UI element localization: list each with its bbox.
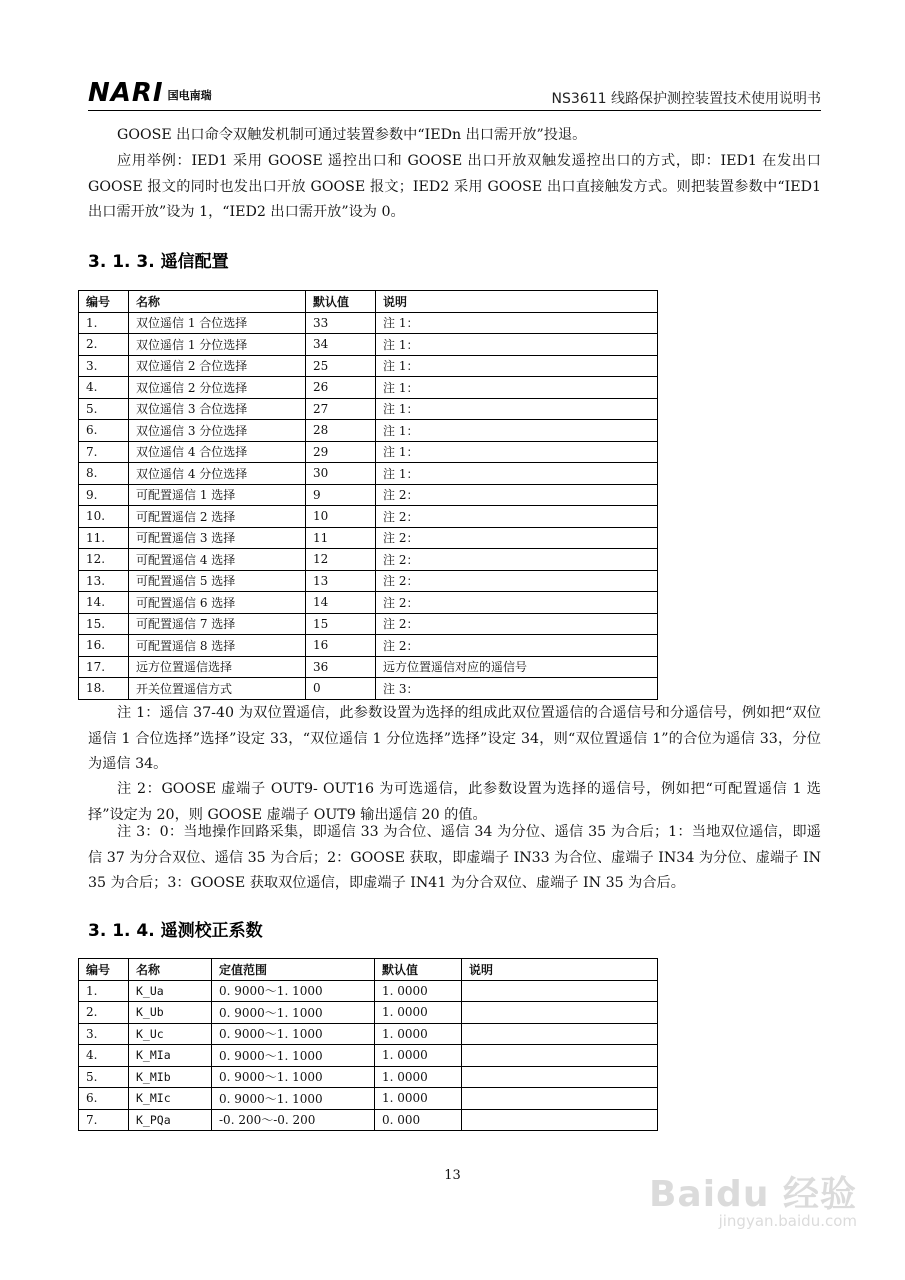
- cell-default: 26: [306, 377, 376, 399]
- cell-name: K_Ua: [129, 980, 212, 1002]
- cell-note: 注 2：: [376, 570, 658, 592]
- cell-name: 远方位置遥信选择: [129, 656, 306, 678]
- cell-no: 16.: [79, 635, 129, 657]
- cell-no: 2.: [79, 1002, 129, 1024]
- cell-no: 5.: [79, 398, 129, 420]
- paragraph-goose-trigger: GOOSE 出口命令双触发机制可通过装置参数中“IEDn 出口需开放”投退。: [117, 127, 587, 143]
- table-row: [79, 463, 658, 485]
- cell-default: 0. 000: [375, 1109, 462, 1131]
- section-title-telesignal: 3. 1. 3. 遥信配置: [88, 252, 229, 272]
- cell-default: 27: [306, 398, 376, 420]
- section-title-telemetry-correction: 3. 1. 4. 遥测校正系数: [88, 921, 263, 941]
- table-row: [79, 613, 658, 635]
- cell-default: 0: [306, 678, 376, 700]
- logo-chinese-name: 国电南瑞: [167, 89, 212, 102]
- note-3: 注 3：0：当地操作回路采集，即遥信 33 为合位、遥信 34 为分位、遥信 35 为合后；1：当地双位遥信，即遥信 37 为分合双位、遥信 35 为合后；2：GOOSE 获取，即虚端子 IN33 为合位、虚端子 IN34 为分位、虚端子 IN 35 为合后；3：GOOSE 获取双位遥信，即虚端子 IN41 为分合双位、虚端子 IN 35 为合后。: [88, 824, 821, 891]
- cell-name: 双位遥信 1 分位选择: [129, 334, 306, 356]
- cell-note: 注 1：: [376, 355, 658, 377]
- cell-no: 1.: [79, 980, 129, 1002]
- table-row: [79, 1109, 658, 1131]
- table-row: [79, 656, 658, 678]
- cell-no: 1.: [79, 312, 129, 334]
- cell-note: 注 2：: [376, 613, 658, 635]
- table-row: [79, 570, 658, 592]
- cell-default: 29: [306, 441, 376, 463]
- cell-no: 4.: [79, 1045, 129, 1067]
- cell-name: 可配置遥信 7 选择: [129, 613, 306, 635]
- cell-range: 0. 9000～1. 1000: [212, 1066, 375, 1088]
- table-row: [79, 592, 658, 614]
- cell-name: K_Ub: [129, 1002, 212, 1024]
- cell-note: 注 1：: [376, 463, 658, 485]
- cell-no: 12.: [79, 549, 129, 571]
- column-header-no: 编号: [79, 959, 129, 981]
- cell-name: 双位遥信 4 分位选择: [129, 463, 306, 485]
- table-row: [79, 549, 658, 571]
- cell-range: 0. 9000～1. 1000: [212, 1002, 375, 1024]
- table-row: [79, 398, 658, 420]
- cell-name: K_PQa: [129, 1109, 212, 1131]
- cell-note: 注 1：: [376, 377, 658, 399]
- table-header-row: [79, 291, 658, 313]
- table-row: [79, 484, 658, 506]
- cell-name: 开关位置遥信方式: [129, 678, 306, 700]
- cell-default: 25: [306, 355, 376, 377]
- table-row: [79, 678, 658, 700]
- table-row: [79, 420, 658, 442]
- column-header-default: 默认值: [375, 959, 462, 981]
- cell-note: [462, 1109, 658, 1131]
- cell-note: 远方位置遥信对应的遥信号: [376, 656, 658, 678]
- table-row: [79, 635, 658, 657]
- cell-default: 1. 0000: [375, 980, 462, 1002]
- cell-name: 可配置遥信 6 选择: [129, 592, 306, 614]
- cell-default: 15: [306, 613, 376, 635]
- cell-no: 17.: [79, 656, 129, 678]
- cell-default: 11: [306, 527, 376, 549]
- cell-note: 注 2：: [376, 484, 658, 506]
- note-1: 注 1：遥信 37-40 为双位置遥信，此参数设置为选择的组成此双位置遥信的合遥信号和分遥信号，例如把“双位遥信 1 合位选择”选择”设定 33，“双位遥信 1 分位选择”选择”设定 34，则“双位置遥信 1”的合位为遥信 33，分位为遥信 34。: [88, 705, 821, 772]
- cell-default: 28: [306, 420, 376, 442]
- cell-no: 8.: [79, 463, 129, 485]
- cell-note: [462, 980, 658, 1002]
- header-divider: [88, 110, 821, 111]
- table-row: [79, 355, 658, 377]
- cell-name: 双位遥信 1 合位选择: [129, 312, 306, 334]
- cell-no: 3.: [79, 355, 129, 377]
- cell-default: 1. 0000: [375, 1066, 462, 1088]
- cell-note: [462, 1002, 658, 1024]
- cell-note: 注 1：: [376, 334, 658, 356]
- cell-name: 双位遥信 3 合位选择: [129, 398, 306, 420]
- cell-default: 16: [306, 635, 376, 657]
- cell-name: K_Uc: [129, 1023, 212, 1045]
- cell-default: 33: [306, 312, 376, 334]
- column-header-no: 编号: [79, 291, 129, 313]
- table-row: [79, 441, 658, 463]
- cell-range: 0. 9000～1. 1000: [212, 1045, 375, 1067]
- telesignal-config-table: [78, 290, 658, 700]
- cell-note: 注 1：: [376, 420, 658, 442]
- baidu-watermark: [648, 1160, 865, 1240]
- table-row: [79, 1023, 658, 1045]
- cell-note: [462, 1045, 658, 1067]
- cell-no: 3.: [79, 1023, 129, 1045]
- column-header-note: 说明: [462, 959, 658, 981]
- cell-name: 双位遥信 2 分位选择: [129, 377, 306, 399]
- watermark-brand: Baidu 经验: [648, 1174, 857, 1215]
- cell-no: 18.: [79, 678, 129, 700]
- cell-range: 0. 9000～1. 1000: [212, 1023, 375, 1045]
- cell-note: 注 1：: [376, 441, 658, 463]
- telemetry-correction-table: [78, 958, 658, 1131]
- cell-note: 注 2：: [376, 506, 658, 528]
- document-title: NS3611 线路保护测控装置技术使用说明书: [551, 91, 821, 107]
- page-header: [88, 78, 821, 110]
- cell-no: 9.: [79, 484, 129, 506]
- table-row: [79, 377, 658, 399]
- cell-note: [462, 1088, 658, 1110]
- cell-note: 注 1：: [376, 398, 658, 420]
- cell-default: 9: [306, 484, 376, 506]
- table-row: [79, 334, 658, 356]
- cell-no: 6.: [79, 420, 129, 442]
- cell-no: 7.: [79, 441, 129, 463]
- cell-note: 注 2：: [376, 549, 658, 571]
- table-row: [79, 1002, 658, 1024]
- column-header-name: 名称: [129, 959, 212, 981]
- cell-no: 13.: [79, 570, 129, 592]
- table-row: [79, 980, 658, 1002]
- cell-name: 可配置遥信 5 选择: [129, 570, 306, 592]
- cell-default: 34: [306, 334, 376, 356]
- cell-default: 10: [306, 506, 376, 528]
- table-row: [79, 506, 658, 528]
- cell-no: 6.: [79, 1088, 129, 1110]
- table-header-row: [79, 959, 658, 981]
- cell-default: 1. 0000: [375, 1088, 462, 1110]
- cell-no: 5.: [79, 1066, 129, 1088]
- cell-note: 注 3：: [376, 678, 658, 700]
- table-row: [79, 312, 658, 334]
- cell-default: 14: [306, 592, 376, 614]
- cell-name: 可配置遥信 2 选择: [129, 506, 306, 528]
- cell-name: K_MIb: [129, 1066, 212, 1088]
- cell-note: 注 2：: [376, 635, 658, 657]
- page-number: 13: [444, 1168, 461, 1183]
- table-row: [79, 527, 658, 549]
- cell-no: 11.: [79, 527, 129, 549]
- nari-logo: [88, 80, 212, 106]
- paragraph-application-example: 应用举例：IED1 采用 GOOSE 遥控出口和 GOOSE 出口开放双触发遥控出口的方式，即：IED1 在发出口 GOOSE 报文的同时也发出口开放 GOOSE 报文；IED2 采用 GOOSE 出口直接触发方式。则把装置参数中“IED1 出口需开放”设为 1，“IED2 出口需开放”设为 0。: [88, 153, 821, 220]
- cell-note: 注 2：: [376, 527, 658, 549]
- cell-no: 7.: [79, 1109, 129, 1131]
- cell-name: 双位遥信 2 合位选择: [129, 355, 306, 377]
- cell-name: 可配置遥信 1 选择: [129, 484, 306, 506]
- column-header-name: 名称: [129, 291, 306, 313]
- watermark-url: jingyan.baidu.com: [718, 1212, 857, 1230]
- cell-default: 36: [306, 656, 376, 678]
- cell-name: 可配置遥信 4 选择: [129, 549, 306, 571]
- cell-default: 12: [306, 549, 376, 571]
- cell-no: 15.: [79, 613, 129, 635]
- cell-no: 10.: [79, 506, 129, 528]
- cell-default: 13: [306, 570, 376, 592]
- cell-name: K_MIc: [129, 1088, 212, 1110]
- cell-note: 注 2：: [376, 592, 658, 614]
- column-header-range: 定值范围: [212, 959, 375, 981]
- table-row: [79, 1088, 658, 1110]
- table-row: [79, 1066, 658, 1088]
- cell-no: 14.: [79, 592, 129, 614]
- cell-note: [462, 1066, 658, 1088]
- cell-range: 0. 9000～1. 1000: [212, 980, 375, 1002]
- cell-name: K_MIa: [129, 1045, 212, 1067]
- logo-mark: NARI: [88, 78, 164, 108]
- cell-default: 30: [306, 463, 376, 485]
- cell-default: 1. 0000: [375, 1002, 462, 1024]
- cell-default: 1. 0000: [375, 1023, 462, 1045]
- cell-name: 双位遥信 3 分位选择: [129, 420, 306, 442]
- cell-no: 4.: [79, 377, 129, 399]
- column-header-note: 说明: [376, 291, 658, 313]
- cell-note: [462, 1023, 658, 1045]
- column-header-default: 默认值: [306, 291, 376, 313]
- table-row: [79, 1045, 658, 1067]
- cell-no: 2.: [79, 334, 129, 356]
- cell-range: -0. 200～-0. 200: [212, 1109, 375, 1131]
- cell-name: 可配置遥信 3 选择: [129, 527, 306, 549]
- cell-name: 可配置遥信 8 选择: [129, 635, 306, 657]
- cell-name: 双位遥信 4 合位选择: [129, 441, 306, 463]
- cell-default: 1. 0000: [375, 1045, 462, 1067]
- note-2: 注 2：GOOSE 虚端子 OUT9- OUT16 为可选遥信，此参数设置为选择的遥信号，例如把“可配置遥信 1 选择”设定为 20，则 GOOSE 虚端子 OUT9 输出遥信 20 的值。: [88, 781, 821, 823]
- cell-note: 注 1：: [376, 312, 658, 334]
- cell-range: 0. 9000～1. 1000: [212, 1088, 375, 1110]
